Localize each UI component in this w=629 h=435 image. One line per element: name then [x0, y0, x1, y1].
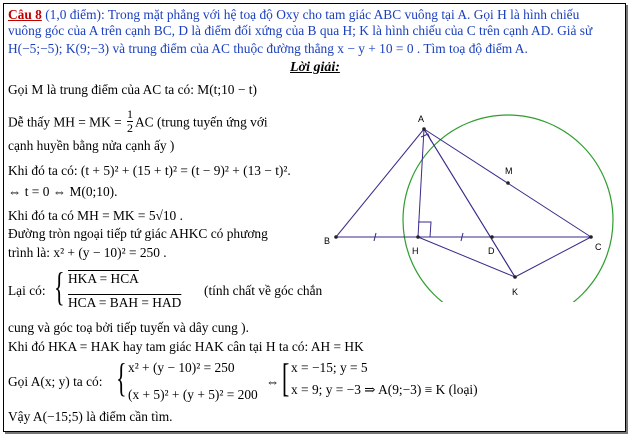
label-c: C — [595, 242, 602, 252]
solution-title: Lời giải: — [290, 60, 340, 75]
solution-line-2a: Dễ thấy MH = MK = — [8, 114, 126, 130]
solution-line-6: Khi đó ta có MH = MK = 5√10 . — [8, 208, 183, 223]
figure-lines — [336, 129, 591, 277]
question-points: (1,0 điểm): — [45, 7, 105, 22]
fraction-half — [127, 108, 133, 135]
system-brace-2: { — [116, 355, 127, 400]
solution-line-4: Khi đó ta có: (t + 5)² + (15 + t)² = (t − 9)² + (13 − t)². — [8, 163, 291, 178]
label-b: B — [324, 236, 331, 246]
point-m — [506, 181, 510, 185]
solution-line-10: cung và góc toạ bởi tiếp tuyến và dây cung ). — [8, 320, 249, 335]
fraction-numerator: 1 — [127, 107, 134, 121]
solution-bracket: [ — [282, 355, 290, 400]
label-k: K — [512, 287, 519, 297]
solution-line-9-row-1: HKA = HCA — [68, 271, 139, 286]
solution-line-7: Đường tròn ngoại tiếp tứ giác AHKC có phương — [8, 226, 268, 241]
solution-line-1: Gọi M là trung điểm của AC ta có: M(t;10 − t) — [8, 82, 257, 97]
segment-hk — [418, 237, 515, 277]
point-a — [422, 127, 426, 131]
question-label: Câu 8 — [8, 7, 42, 22]
geometry-figure — [318, 92, 618, 302]
segment-ah — [418, 129, 424, 237]
label-m: M — [505, 166, 513, 176]
label-d: D — [488, 246, 495, 256]
right-angle-h — [418, 222, 431, 237]
point-h — [416, 235, 420, 239]
solution-line-12-lead: Gọi A(x; y) ta có: — [8, 374, 103, 389]
solution-line-5: ⇔ t = 0 ⇔ M(0;10). — [8, 184, 118, 199]
solution-line-8: trình là: x² + (y − 10)² = 250 . — [8, 245, 167, 260]
point-b — [334, 235, 338, 239]
system-brace-1: { — [54, 264, 65, 309]
problem-panel — [3, 3, 626, 432]
point-d — [490, 235, 494, 239]
solution-line-12-result-1: x = −15; y = 5 — [291, 360, 368, 375]
solution-line-2b: AC (trung tuyến ứng với — [135, 114, 268, 130]
solution-line-12-row-1: x² + (y − 10)² = 250 — [128, 360, 235, 375]
problem-line-3: H(−5;−5); K(9;−3) và trung điểm của AC thuộc đường thẳng x − y + 10 = 0 . Tìm toạ độ điểm A. — [8, 41, 528, 56]
solution-line-3: cạnh huyền bằng nửa cạnh ấy ) — [8, 138, 175, 153]
problem-line-1 — [8, 7, 579, 23]
point-c — [589, 235, 593, 239]
fraction-denominator: 2 — [127, 121, 134, 135]
label-h: H — [412, 246, 419, 256]
solution-line-11: Khi đó HKA = HAK hay tam giác HAK cân tại H ta có: AH = HK — [8, 339, 364, 354]
problem-text-1: Trong mặt phẳng với hệ toạ độ Oxy cho tam giác ABC vuông tại A. Gọi H là hình chiếu — [107, 7, 580, 22]
segment-kc — [515, 237, 591, 277]
problem-line-2: vuông góc của A trên cạnh BC, D là điểm đối xứng của B qua H; K là hình chiếu của C trên cạnh AD. Giả sử — [8, 23, 593, 38]
segment-ba — [336, 129, 424, 237]
solution-line-2 — [8, 107, 268, 137]
solution-line-9-note: (tính chất về góc chắn — [204, 283, 323, 298]
point-k — [513, 275, 517, 279]
right-angle-a — [421, 134, 431, 141]
solution-line-9-row-2: HCA = BAH = HAD — [68, 295, 182, 310]
solution-line-12-row-2: (x + 5)² + (y + 5)² = 200 — [128, 387, 258, 402]
segment-ad — [424, 129, 515, 277]
label-a: A — [418, 114, 425, 124]
solution-line-13: Vậy A(−15;5) là điểm cần tìm. — [8, 409, 173, 424]
solution-line-12-result-2: x = 9; y = −3 ⇒ A(9;−3) ≡ K (loại) — [291, 382, 478, 397]
solution-line-12-arrow: ⇔ — [266, 374, 280, 389]
solution-line-9-lead: Lại có: — [8, 283, 46, 298]
